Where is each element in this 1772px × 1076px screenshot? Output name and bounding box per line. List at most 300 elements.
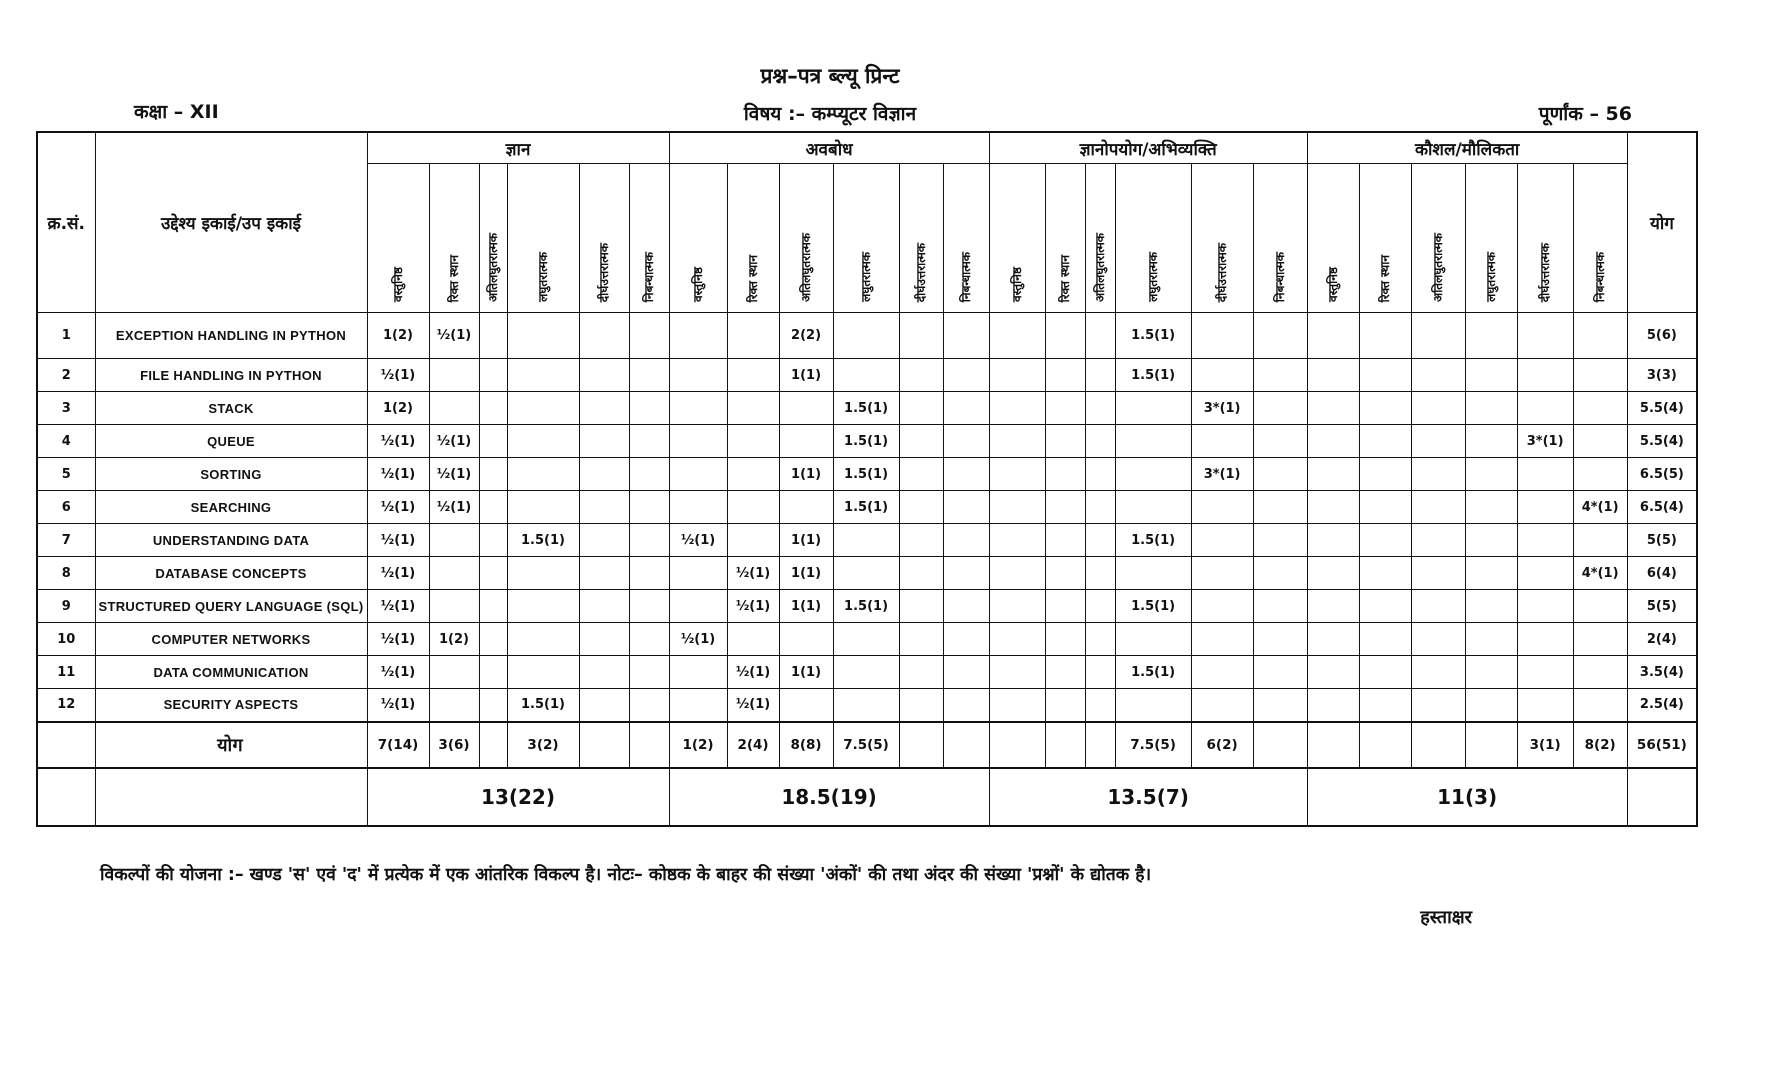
mark-cell [779, 689, 833, 722]
mark-cell [1411, 590, 1465, 623]
mark-cell [479, 392, 507, 425]
mark-cell [629, 491, 669, 524]
mark-cell [1359, 392, 1411, 425]
mark-cell [899, 392, 943, 425]
mark-cell [1517, 359, 1573, 392]
mark-cell [899, 313, 943, 359]
mark-cell [1115, 392, 1191, 425]
mark-cell: ½(1) [367, 359, 429, 392]
mark-cell [943, 491, 989, 524]
page-title: प्रश्न–पत्र ब्ल्यू प्रिन्ट [760, 64, 900, 88]
mark-cell [429, 359, 479, 392]
row-total-cell: 3.5(4) [1627, 656, 1697, 689]
mark-cell [669, 590, 727, 623]
mark-cell [1085, 313, 1115, 359]
mark-cell [629, 425, 669, 458]
mark-cell: 1.5(1) [507, 524, 579, 557]
subheader-g1-4 [507, 164, 579, 313]
group-total-cell: 11(3) [1307, 768, 1627, 826]
document-header-line [0, 98, 1772, 126]
mark-cell [507, 623, 579, 656]
blueprint-table [36, 131, 1698, 827]
mark-cell [1085, 359, 1115, 392]
mark-cell [1517, 623, 1573, 656]
mark-cell: ½(1) [367, 491, 429, 524]
subheader-g3-5 [1191, 164, 1253, 313]
serial-cell [37, 722, 95, 768]
mark-cell [1307, 491, 1359, 524]
mark-cell [629, 458, 669, 491]
rotated-subheader-label: वस्तुनिष्ठ [1325, 266, 1340, 302]
subheader-g1-5 [579, 164, 629, 313]
mark-cell [1045, 656, 1085, 689]
mark-cell [833, 557, 899, 590]
subheader-g1-1 [367, 164, 429, 313]
subheader-g1-2 [429, 164, 479, 313]
mark-cell [1307, 458, 1359, 491]
mark-cell: 1(1) [779, 458, 833, 491]
mark-cell [1517, 313, 1573, 359]
mark-cell [1253, 313, 1307, 359]
mark-cell [1115, 425, 1191, 458]
mark-cell: 1.5(1) [1115, 313, 1191, 359]
mark-cell [989, 458, 1045, 491]
mark-cell [1045, 590, 1085, 623]
mark-cell [727, 524, 779, 557]
group-header-gyanopayog: ज्ञानोपयोग/अभिव्यक्ति [989, 132, 1307, 164]
mark-cell [579, 359, 629, 392]
mark-cell: 1(2) [367, 313, 429, 359]
mark-cell [429, 689, 479, 722]
topic-cell: STACK [95, 392, 367, 425]
mark-cell: 1(1) [779, 557, 833, 590]
subheader-g4-2 [1359, 164, 1411, 313]
mark-cell [779, 392, 833, 425]
rotated-subheader-label: निबन्धात्मक [1592, 251, 1607, 302]
topic-cell: STRUCTURED QUERY LANGUAGE (SQL) [95, 590, 367, 623]
mark-cell [943, 557, 989, 590]
column-total-cell: 3(1) [1517, 722, 1573, 768]
column-total-cell: 8(8) [779, 722, 833, 768]
mark-cell [1085, 557, 1115, 590]
grand-total-cell: 56(51) [1627, 722, 1697, 768]
rotated-subheader-label: वस्तुनिष्ठ [1009, 266, 1024, 302]
column-total-cell [1085, 722, 1115, 768]
group-header-row [37, 132, 1697, 164]
mark-cell [1085, 458, 1115, 491]
subheader-g3-2 [1045, 164, 1085, 313]
mark-cell [669, 689, 727, 722]
table-row [37, 313, 1697, 359]
mark-cell [1253, 392, 1307, 425]
mark-cell [1411, 557, 1465, 590]
mark-cell [1115, 623, 1191, 656]
column-total-cell [1307, 722, 1359, 768]
mark-cell [1573, 359, 1627, 392]
mark-cell [669, 458, 727, 491]
column-total-cell: 3(6) [429, 722, 479, 768]
mark-cell [1411, 491, 1465, 524]
mark-cell: ½(1) [367, 524, 429, 557]
mark-cell [943, 590, 989, 623]
group-total-cell: 13.5(7) [989, 768, 1307, 826]
subheader-g4-4 [1465, 164, 1517, 313]
mark-cell [1573, 458, 1627, 491]
column-total-cell: 7.5(5) [833, 722, 899, 768]
signature-label: हस्ताक्षर [1420, 907, 1472, 928]
mark-cell [1115, 458, 1191, 491]
mark-cell [1307, 425, 1359, 458]
topic-cell: SECURITY ASPECTS [95, 689, 367, 722]
mark-cell [989, 359, 1045, 392]
mark-cell: ½(1) [669, 524, 727, 557]
mark-cell [1191, 590, 1253, 623]
mark-cell [1191, 524, 1253, 557]
mark-cell [1359, 689, 1411, 722]
subheader-g3-6 [1253, 164, 1307, 313]
row-total-cell: 3(3) [1627, 359, 1697, 392]
subheader-g3-1 [989, 164, 1045, 313]
table-row [37, 491, 1697, 524]
mark-cell [943, 689, 989, 722]
mark-cell [669, 392, 727, 425]
table-body [37, 313, 1697, 826]
mark-cell [1517, 491, 1573, 524]
mark-cell [989, 425, 1045, 458]
mark-cell [579, 425, 629, 458]
mark-cell [779, 425, 833, 458]
mark-cell [479, 359, 507, 392]
serial-cell: 2 [37, 359, 95, 392]
serial-cell: 11 [37, 656, 95, 689]
mark-cell [1573, 623, 1627, 656]
serial-cell: 12 [37, 689, 95, 722]
mark-cell [629, 656, 669, 689]
mark-cell [479, 590, 507, 623]
mark-cell [833, 689, 899, 722]
subheader-g2-2 [727, 164, 779, 313]
mark-cell [669, 557, 727, 590]
mark-cell: ½(1) [727, 656, 779, 689]
mark-cell [1411, 425, 1465, 458]
row-total-cell: 2.5(4) [1627, 689, 1697, 722]
rotated-subheader-label: लघुतरात्मक [535, 252, 550, 302]
mark-cell [943, 524, 989, 557]
mark-cell [1307, 524, 1359, 557]
row-total-cell: 5.5(4) [1627, 425, 1697, 458]
mark-cell [669, 491, 727, 524]
group-total-cell: 13(22) [367, 768, 669, 826]
mark-cell [1573, 656, 1627, 689]
mark-cell: 1(2) [429, 623, 479, 656]
mark-cell [1573, 689, 1627, 722]
mark-cell: 1(2) [367, 392, 429, 425]
mark-cell [833, 313, 899, 359]
mark-cell [989, 392, 1045, 425]
mark-cell [1191, 656, 1253, 689]
mark-cell [1465, 590, 1517, 623]
mark-cell [669, 359, 727, 392]
table-row [37, 557, 1697, 590]
subheader-g2-3 [779, 164, 833, 313]
mark-cell [1307, 590, 1359, 623]
mark-cell [899, 557, 943, 590]
mark-cell [429, 524, 479, 557]
mark-cell [479, 557, 507, 590]
mark-cell [899, 359, 943, 392]
mark-cell [1359, 623, 1411, 656]
mark-cell [1045, 689, 1085, 722]
mark-cell [1191, 425, 1253, 458]
subheader-g2-5 [899, 164, 943, 313]
subheader-g2-6 [943, 164, 989, 313]
mark-cell [629, 359, 669, 392]
column-total-cell [1411, 722, 1465, 768]
mark-cell [1085, 656, 1115, 689]
rotated-subheader-label: लघुतरात्मक [1483, 252, 1498, 302]
topic-cell: EXCEPTION HANDLING IN PYTHON [95, 313, 367, 359]
serial-cell: 10 [37, 623, 95, 656]
mark-cell [1307, 689, 1359, 722]
mark-cell [1307, 359, 1359, 392]
mark-cell: 1.5(1) [1115, 524, 1191, 557]
mark-cell [989, 557, 1045, 590]
column-total-cell: 6(2) [1191, 722, 1253, 768]
mark-cell [507, 392, 579, 425]
mark-cell: ½(1) [429, 313, 479, 359]
mark-cell [507, 425, 579, 458]
mark-cell [779, 623, 833, 656]
mark-cell [1573, 392, 1627, 425]
mark-cell [727, 392, 779, 425]
mark-cell [507, 458, 579, 491]
mark-cell [833, 359, 899, 392]
mark-cell: ½(1) [367, 557, 429, 590]
class-label: कक्षा – XII [134, 101, 219, 123]
rotated-subheader-label: निबन्धात्मक [641, 251, 656, 302]
mark-cell [779, 491, 833, 524]
mark-cell [579, 458, 629, 491]
mark-cell [479, 623, 507, 656]
mark-cell [1045, 359, 1085, 392]
mark-cell [1411, 313, 1465, 359]
mark-cell [479, 524, 507, 557]
topic-cell: DATABASE CONCEPTS [95, 557, 367, 590]
rotated-subheader-label: दीर्घउत्तरात्मक [913, 242, 928, 302]
unit-column-header: उद्देश्य इकाई/उप इकाई [95, 132, 367, 313]
mark-cell [1045, 458, 1085, 491]
column-total-cell: 3(2) [507, 722, 579, 768]
mark-cell [429, 392, 479, 425]
rotated-subheader-label: रिक्त स्थान [1377, 254, 1392, 302]
mark-cell [579, 491, 629, 524]
mark-cell [727, 313, 779, 359]
mark-cell [989, 689, 1045, 722]
mark-cell [1517, 458, 1573, 491]
mark-cell: 1.5(1) [833, 491, 899, 524]
mark-cell [1359, 590, 1411, 623]
column-total-cell: 7.5(5) [1115, 722, 1191, 768]
column-total-cell [629, 722, 669, 768]
mark-cell [943, 359, 989, 392]
mark-cell [579, 689, 629, 722]
row-total-cell: 5(5) [1627, 524, 1697, 557]
table-row [37, 524, 1697, 557]
mark-cell [989, 590, 1045, 623]
rotated-subheader-label: दीर्घउत्तरात्मक [596, 242, 611, 302]
subheader-g4-3 [1411, 164, 1465, 313]
mark-cell [1191, 491, 1253, 524]
rotated-subheader-label: निबन्धात्मक [1272, 251, 1287, 302]
mark-cell [1359, 359, 1411, 392]
mark-cell [1573, 590, 1627, 623]
mark-cell [669, 425, 727, 458]
mark-cell [579, 623, 629, 656]
rotated-subheader-label: निबन्धात्मक [958, 251, 973, 302]
mark-cell [989, 524, 1045, 557]
mark-cell [727, 623, 779, 656]
serial-cell: 6 [37, 491, 95, 524]
mark-cell: 1.5(1) [833, 425, 899, 458]
mark-cell [1307, 656, 1359, 689]
mark-cell: ½(1) [429, 425, 479, 458]
mark-cell: 3*(1) [1191, 458, 1253, 491]
mark-cell [1573, 524, 1627, 557]
mark-cell [1465, 656, 1517, 689]
mark-cell [1517, 590, 1573, 623]
mark-cell: 1.5(1) [833, 458, 899, 491]
serial-cell: 8 [37, 557, 95, 590]
mark-cell [629, 392, 669, 425]
mark-cell [1307, 392, 1359, 425]
row-total-cell: 6.5(4) [1627, 491, 1697, 524]
mark-cell: ½(1) [367, 656, 429, 689]
rotated-subheader-label: अतिलघुतरात्मक [1430, 233, 1445, 302]
mark-cell [479, 425, 507, 458]
serial-cell [37, 768, 95, 826]
rotated-subheader-label: अतिलघुतरात्मक [1092, 233, 1107, 302]
mark-cell [429, 557, 479, 590]
mark-cell [1085, 491, 1115, 524]
mark-cell [1085, 524, 1115, 557]
column-total-cell [1465, 722, 1517, 768]
table-row [37, 623, 1697, 656]
mark-cell [1115, 491, 1191, 524]
mark-cell [727, 425, 779, 458]
column-total-cell [479, 722, 507, 768]
mark-cell [1359, 557, 1411, 590]
mark-cell: 4*(1) [1573, 491, 1627, 524]
mark-cell [899, 524, 943, 557]
mark-cell [1465, 623, 1517, 656]
mark-cell: 1(1) [779, 656, 833, 689]
mark-cell [1465, 689, 1517, 722]
serial-cell: 9 [37, 590, 95, 623]
mark-cell [943, 313, 989, 359]
mark-cell [669, 656, 727, 689]
mark-cell [1045, 623, 1085, 656]
column-total-cell: 2(4) [727, 722, 779, 768]
table-row [37, 425, 1697, 458]
rotated-subheader-label: दीर्घउत्तरात्मक [1214, 242, 1229, 302]
mark-cell [1191, 557, 1253, 590]
topic-cell: QUEUE [95, 425, 367, 458]
mark-cell [507, 557, 579, 590]
mark-cell [1307, 313, 1359, 359]
mark-cell [629, 623, 669, 656]
mark-cell [1253, 623, 1307, 656]
footnote-text: विकल्पों की योजना :– खण्ड 'स' एवं 'द' में प्रत्येक में एक आंतरिक विकल्प है। नोटः– कोष्ठक के बाहर की संख्या 'अंकों' की तथा अंदर की संख्या 'प्रश्नों' के द्योतक है। [100, 865, 1152, 885]
mark-cell: ½(1) [669, 623, 727, 656]
mark-cell [1085, 623, 1115, 656]
mark-cell [1411, 524, 1465, 557]
mark-cell [899, 425, 943, 458]
mark-cell: 1.5(1) [1115, 656, 1191, 689]
mark-cell [943, 425, 989, 458]
subheader-g4-1 [1307, 164, 1359, 313]
mark-cell [1465, 425, 1517, 458]
topic-cell: SORTING [95, 458, 367, 491]
mark-cell [1253, 656, 1307, 689]
mark-cell [1517, 524, 1573, 557]
rotated-subheader-label: अतिलघुतरात्मक [485, 233, 500, 302]
rotated-subheader-label: वस्तुनिष्ठ [690, 266, 705, 302]
mark-cell [943, 458, 989, 491]
mark-cell: ½(1) [727, 557, 779, 590]
mark-cell [1465, 491, 1517, 524]
row-total-cell: 6.5(5) [1627, 458, 1697, 491]
full-marks-label: पूर्णांक – 56 [1538, 103, 1632, 125]
mark-cell [943, 623, 989, 656]
row-total-cell: 6(4) [1627, 557, 1697, 590]
mark-cell [1517, 392, 1573, 425]
mark-cell [1359, 425, 1411, 458]
mark-cell [1191, 359, 1253, 392]
mark-cell: ½(1) [429, 491, 479, 524]
mark-cell [1085, 590, 1115, 623]
mark-cell: ½(1) [367, 689, 429, 722]
mark-cell [629, 590, 669, 623]
mark-cell [1191, 313, 1253, 359]
mark-cell [1411, 656, 1465, 689]
rotated-subheader-label: दीर्घउत्तरात्मक [1537, 242, 1552, 302]
mark-cell [579, 392, 629, 425]
serial-cell: 1 [37, 313, 95, 359]
subheader-g4-5 [1517, 164, 1573, 313]
mark-cell [1115, 689, 1191, 722]
mark-cell [1359, 656, 1411, 689]
empty-cell [95, 768, 367, 826]
mark-cell: ½(1) [367, 590, 429, 623]
topic-cell: FILE HANDLING IN PYTHON [95, 359, 367, 392]
table-row [37, 458, 1697, 491]
mark-cell [1253, 524, 1307, 557]
table-row [37, 359, 1697, 392]
mark-cell [1411, 623, 1465, 656]
subject-label: विषय :– कम्प्यूटर विज्ञान [743, 103, 917, 125]
mark-cell [899, 623, 943, 656]
rotated-subheader-label: अतिलघुतरात्मक [798, 233, 813, 302]
mark-cell: 1.5(1) [1115, 590, 1191, 623]
mark-cell: 1(1) [779, 359, 833, 392]
group-total-cell: 18.5(19) [669, 768, 989, 826]
mark-cell [479, 491, 507, 524]
mark-cell [727, 491, 779, 524]
mark-cell [1465, 557, 1517, 590]
mark-cell [1253, 689, 1307, 722]
mark-cell [1465, 524, 1517, 557]
rotated-subheader-label: रिक्त स्थान [745, 254, 760, 302]
